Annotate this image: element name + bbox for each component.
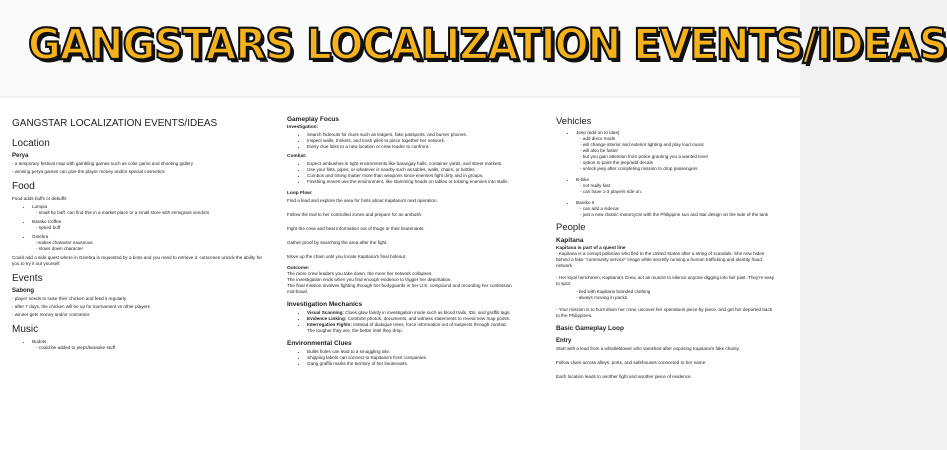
entry-line: Each location leads to another fight and another piece of evidence. (556, 374, 692, 379)
food-note: Could add a side quest where in Ginebra is requested by a boss and you need to retrieve it. cutscenes unlock the ability for you to try it out yourself (12, 255, 262, 266)
loop-step: Move up the chain until you locate Kapitana's final hideout. (287, 254, 407, 259)
vehicle-detail: - unlock jeep after completing mission to drop passengers (580, 166, 698, 171)
food-item-detail: - slows down character (36, 246, 83, 251)
mechanics-item-label: Visual Scanning: (307, 310, 344, 315)
vehicle-name: Barako II (576, 200, 595, 205)
kapitana-heading: Kapitana (556, 237, 584, 244)
clue-item: • Gang graffiti marks the territory of her lieutenants. (307, 361, 512, 367)
mechanics-item-text: Combine photos, documents, and witness statements to reveal new map points. (346, 316, 511, 321)
outcome-line: The more crew leaders you take down, the more her network collapses. (287, 271, 433, 276)
investigation-item: • Search hideouts for clues such as ledgers, fake passports, and burner phones. (307, 132, 512, 138)
mechanics-list (287, 310, 512, 334)
mechanics-item-text: Instead of dialogue trees, force information out of suspects through combat. The tougher they are, the better intel they drop. (307, 322, 507, 333)
kapitana-subheading: Kapitana is part of a quest line (556, 246, 626, 251)
mechanics-item-text: Clues glow faintly in investigation mode such as blood trails, IDs, and graffiti tags. (343, 310, 511, 315)
vehicle-item (576, 177, 776, 195)
kapitana-paragraph: - Kapitana is a corrupt politician who fled to the United States after a string of scandals. She now hides behind a fake "community service" image while secretly running a human trafficking and identity fraud network. (556, 251, 765, 268)
clues-list (287, 349, 512, 367)
sabong-line: - player needs to raise their chicken and feed it regularly (12, 296, 127, 301)
vehicle-detail: - not really fast (580, 183, 611, 188)
investigation-item: • Inspect walls, trinkets, and trash piles to piece together her network. (307, 138, 512, 144)
outcome-line: The final mission involves fighting through her bodyguards in her U.S. compound and recording her confession mid-brawl. (287, 283, 512, 294)
loop-step: Find a lead and explore the area for hints about Kapitana's next operation. (287, 198, 438, 203)
banner (0, 0, 947, 96)
vehicle-detail: - can have 1-3 players ride on. (580, 189, 643, 194)
column-middle (287, 112, 512, 370)
kapitana-paragraph: - Her loyal henchmen, Kapitana's Crew, act as muscle to silence anyone digging into her past. They're easy to spot: (556, 275, 775, 286)
combat-item: • Use your fists, pipes, or whatever is nearby such as tables, walls, chairs, or bottles. (307, 167, 512, 173)
entry-line: Start with a lead from a whistleblower who vanished after exposing Kapitana's fake charity. (556, 346, 740, 351)
vehicle-detail: - just a new classic motorcycle with the Philippine sun and star design on the side of the tank (580, 212, 769, 217)
vehicle-detail: - can add a sidecar (580, 206, 620, 211)
column-left (12, 118, 262, 354)
vehicle-detail: - will change interior and exterior lighting and play loud music (580, 142, 705, 147)
environmental-clues-heading: Environmental Clues (287, 340, 352, 347)
food-item-detail: - speed buff (36, 225, 61, 230)
vehicle-item (576, 130, 776, 172)
combat-item: • Expect ambushes in tight environments like barangay halls, container yards, and street markets. (307, 161, 512, 167)
banner-title: GANGSTARS LOCALIZATION EVENTS/IDEAS (28, 20, 947, 70)
food-item-name: Lumpia (32, 204, 48, 209)
sabong-title: Sabong (12, 288, 34, 294)
outcome-label: Outcome: (287, 266, 310, 271)
combat-list (287, 161, 512, 185)
perya-line: - winning perya games can give the player money and/or special cosmetics (12, 169, 165, 174)
food-item (32, 234, 262, 252)
food-item-detail: -makes character nauseous (36, 240, 93, 245)
gameplay-focus-heading: Gameplay Focus (287, 116, 340, 123)
vehicle-detail: - option to paint the jeep/add decals (580, 160, 653, 165)
food-item-name: Barako Coffee (32, 219, 62, 224)
sabong-line: - winner gets money and/or cosmetics (12, 312, 90, 317)
sabong-line: - after 7 days, the chicken will be up for tournament vs other players (12, 304, 150, 309)
mechanics-item-label: Interrogation Fights: (307, 322, 352, 327)
combat-item: • Combos and timing matter more than weapons since enemies fight dirty and in groups. (307, 173, 512, 179)
mechanics-item (307, 322, 512, 334)
combat-label: Combat: (287, 154, 307, 159)
entry-heading: Entry (556, 338, 572, 344)
vehicle-item (576, 200, 776, 218)
perya-line: - a temporary festival map with gambling games such as color game and shooting gallery (12, 161, 194, 166)
clue-item: • Bullet holes can lead to a smuggling site. (307, 349, 512, 355)
loop-step: Gather proof by searching the area after the fight. (287, 240, 388, 245)
loop-step: Fight the crew and beat information out of thugs or their lieutenants. (287, 226, 425, 231)
food-item (32, 204, 262, 216)
music-item-detail: - could be added to jeeps/karaoke stuff (36, 345, 116, 350)
outcome-line: The investigation ends when you find enough evidence to trigger her deportation. (287, 277, 452, 282)
vehicle-name: B-bike (576, 177, 590, 182)
music-item-name: Budots (32, 339, 47, 344)
kapitana-bullet: - always moving in packs (576, 295, 628, 300)
food-item-name: Ginebra (32, 234, 49, 239)
people-heading: People (556, 222, 586, 233)
investigation-label: Investigation: (287, 125, 319, 130)
column-right (556, 112, 776, 382)
food-list (12, 204, 262, 252)
music-list (12, 339, 262, 351)
document-page (0, 98, 800, 450)
vehicles-list (556, 130, 776, 218)
investigation-mechanics-heading: Investigation Mechanics (287, 301, 363, 308)
food-intro: Food adds buffs or debuffs (12, 196, 67, 201)
music-heading: Music (12, 324, 39, 335)
events-heading: Events (12, 273, 43, 284)
loop-flow-label: Loop Flow: (287, 191, 313, 196)
music-item (32, 339, 262, 351)
investigation-list (287, 132, 512, 150)
loop-step: Follow the trail to her controlled zones and prepare for an ambush. (287, 212, 423, 217)
combat-item: • Finishing moves use the environment, like slamming heads on tables or tossing enemies into stalls. (307, 179, 512, 185)
mechanics-item-label: Evidence Linking: (307, 316, 347, 321)
vehicle-detail: - will also be faster (580, 148, 619, 153)
vehicle-name: Jeep (add on to idea) (576, 130, 620, 135)
entry-line: Follow clues across alleys, ports, and safehouses connected to her name. (556, 360, 707, 365)
vehicle-detail: - add disco mode (580, 136, 616, 141)
kapitana-bullet: - tied with Kapitana branded clothing (576, 289, 651, 294)
food-heading: Food (12, 181, 35, 192)
food-item (32, 219, 262, 231)
vehicle-detail: - but you gain attention from police granting you a wanted level (580, 154, 708, 159)
document-title: GANGSTAR LOCALIZATION EVENTS/IDEAS (12, 118, 218, 129)
perya-title: Perya (12, 153, 29, 159)
clue-item: • Shipping labels can connect to Kapitana's front companies. (307, 355, 512, 361)
location-heading: Location (12, 138, 50, 149)
basic-gameplay-loop-heading: Basic Gameplay Loop (556, 325, 624, 332)
investigation-item: • Every clue links to a new location or crew leader to confront. (307, 144, 512, 150)
food-item-detail: - small hp buff, can find this in a market place or a small store with immigrant vendors (36, 210, 210, 215)
vehicles-heading: Vehicles (556, 116, 592, 127)
kapitana-paragraph: - Your mission is to hunt down her crew, uncover her operations piece by piece, and get her deported back to the Philippines. (556, 307, 773, 318)
